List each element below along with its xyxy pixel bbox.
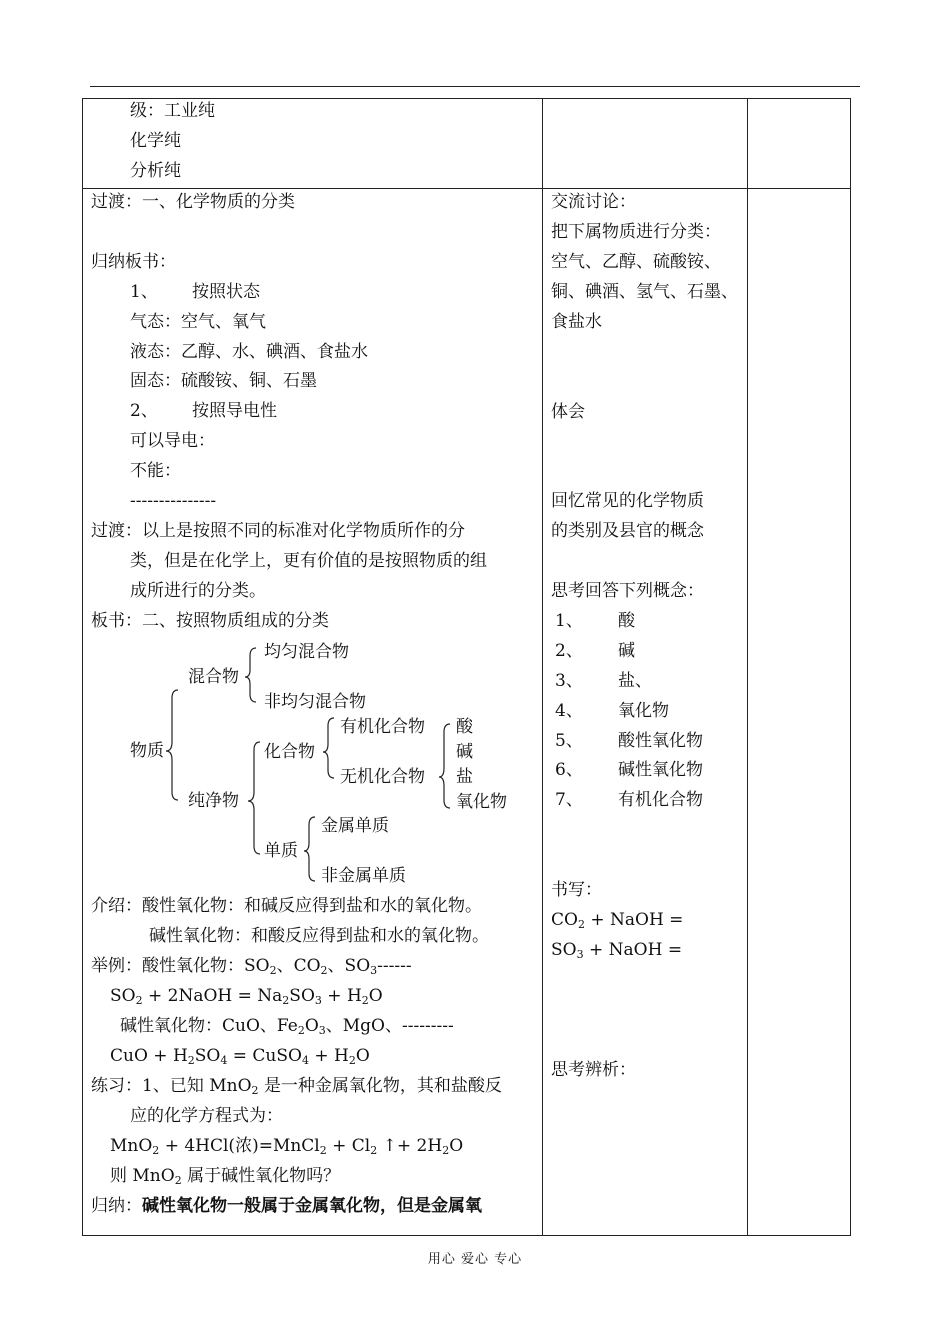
- tree-salt: 盐: [456, 767, 473, 787]
- experience-label: 体会: [551, 402, 585, 422]
- tree-compound: 化合物: [264, 742, 315, 762]
- discuss-label: 交流讨论：: [551, 192, 636, 212]
- equation-so2: $SO_2$ + 2NaOH = $Na_2SO_3 + H_2O$: [110, 986, 383, 1007]
- classify-line-2: 空气、乙醇、硫酸铵、: [551, 252, 721, 272]
- transition-1: 过渡：一、化学物质的分类: [91, 192, 295, 212]
- nonconductive-label: 不能：: [130, 461, 181, 481]
- conductive-label: 可以导电：: [130, 431, 215, 451]
- liquid-state: 液态：乙醇、水、碘酒、食盐水: [130, 342, 368, 362]
- grade-industrial: 级：工业纯: [130, 101, 215, 121]
- intro-line-1: 介绍：酸性氧化物：和碱反应得到盐和水的氧化物。: [91, 896, 482, 916]
- example-acidic: 举例：酸性氧化物：$SO_2$、$CO_2$、$SO_3------$: [91, 956, 412, 977]
- dash-line: ---------------: [130, 491, 217, 511]
- conclusion-line: 归纳：碱性氧化物一般属于金属氧化物，但是金属氧: [91, 1196, 482, 1216]
- tree-homogeneous: 均匀混合物: [264, 642, 349, 662]
- brace-compound: [323, 718, 334, 778]
- example-basic: 碱性氧化物：CuO、$Fe_2O_3$、MgO、---------: [120, 1016, 454, 1037]
- transition-2-line-1: 过渡：以上是按照不同的标准对化学物质所作的分: [91, 521, 465, 541]
- tree-acid: 酸: [456, 717, 473, 737]
- brace-pure: [248, 742, 260, 854]
- tree-base: 碱: [456, 742, 473, 762]
- tree-nonmetal: 非金属单质: [321, 866, 406, 886]
- concept-text: 氧化物: [618, 701, 669, 721]
- tree-mixture: 混合物: [188, 667, 239, 687]
- think-label: 思考回答下列概念：: [551, 581, 704, 601]
- tree-inorganic: 无机化合物: [340, 767, 425, 787]
- concept-text: 盐、: [618, 671, 652, 691]
- tree-organic: 有机化合物: [340, 717, 425, 737]
- concept-number: 2、: [555, 641, 583, 661]
- grade-analytical: 分析纯: [130, 161, 181, 181]
- tree-pure: 纯净物: [188, 791, 239, 811]
- classify-line-3: 铜、碘酒、氢气、石墨、: [551, 282, 738, 302]
- brace-root: [166, 690, 178, 800]
- concept-number: 4、: [555, 701, 583, 721]
- page-footer: 用心 爱心 专心: [427, 1252, 523, 1267]
- practice-line-1: 练习：1、已知 MnO$_2$ 是一种金属氧化物，其和盐酸反: [91, 1076, 502, 1097]
- concept-text: 有机化合物: [618, 790, 703, 810]
- grade-chemical: 化学纯: [130, 131, 181, 151]
- summary-title: 归纳板书：: [91, 252, 176, 272]
- recall-line-2: 的类别及县官的概念: [551, 521, 704, 541]
- concept-number: 5、: [555, 731, 583, 751]
- gas-state: 气态：空气、氧气: [130, 312, 266, 332]
- concept-number: 6、: [555, 760, 583, 780]
- write-so3: $SO_3$ + NaOH =: [551, 940, 683, 961]
- concept-number: 7、: [555, 790, 583, 810]
- board-2: 板书：二、按照物质组成的分类: [91, 611, 329, 631]
- section-2-number: 2、: [130, 401, 158, 421]
- classify-line-4: 食盐水: [551, 312, 602, 332]
- analyze-label: 思考辨析：: [551, 1060, 636, 1080]
- equation-mno2: MnO$_2$ + 4HCl(浓)=MnCl$_2$ + $Cl_2$ ↑+ $2H_2O$: [110, 1136, 464, 1157]
- concept-number: 3、: [555, 671, 583, 691]
- intro-line-2: 碱性氧化物：和酸反应得到盐和水的氧化物。: [149, 926, 489, 946]
- transition-2-line-3: 成所进行的分类。: [130, 581, 266, 601]
- recall-line-1: 回忆常见的化学物质: [551, 491, 704, 511]
- equation-cuo: CuO + $H_2SO_4$ = CuSO$_4$ + $H_2O$: [110, 1046, 370, 1067]
- transition-2-line-2: 类，但是在化学上，更有价值的是按照物质的组: [130, 551, 487, 571]
- section-1-number: 1、: [130, 282, 158, 302]
- tree-heterogeneous: 非均匀混合物: [264, 692, 366, 712]
- practice-line-2: 应的化学方程式为：: [130, 1106, 283, 1126]
- brace-element: [304, 817, 315, 881]
- concept-number: 1、: [555, 611, 583, 631]
- section-2-title: 按照导电性: [192, 401, 277, 421]
- section-1-title: 按照状态: [192, 282, 260, 302]
- write-label: 书写：: [551, 880, 602, 900]
- write-co2: $CO_2$ + NaOH =: [551, 910, 684, 931]
- brace-mixture: [245, 648, 256, 702]
- concept-text: 碱性氧化物: [618, 760, 703, 780]
- brace-inorganic: [439, 724, 450, 808]
- tree-root: 物质: [130, 741, 164, 761]
- tree-oxide: 氧化物: [456, 792, 507, 812]
- classify-line-1: 把下属物质进行分类：: [551, 222, 721, 242]
- tree-metal: 金属单质: [321, 816, 389, 836]
- solid-state: 固态：硫酸铵、铜、石墨: [130, 371, 317, 391]
- tree-element: 单质: [264, 841, 298, 861]
- concept-text: 酸: [618, 611, 635, 631]
- concept-text: 碱: [618, 641, 635, 661]
- question-line: 则 MnO$_2$ 属于碱性氧化物吗？: [110, 1166, 341, 1187]
- concept-text: 酸性氧化物: [618, 731, 703, 751]
